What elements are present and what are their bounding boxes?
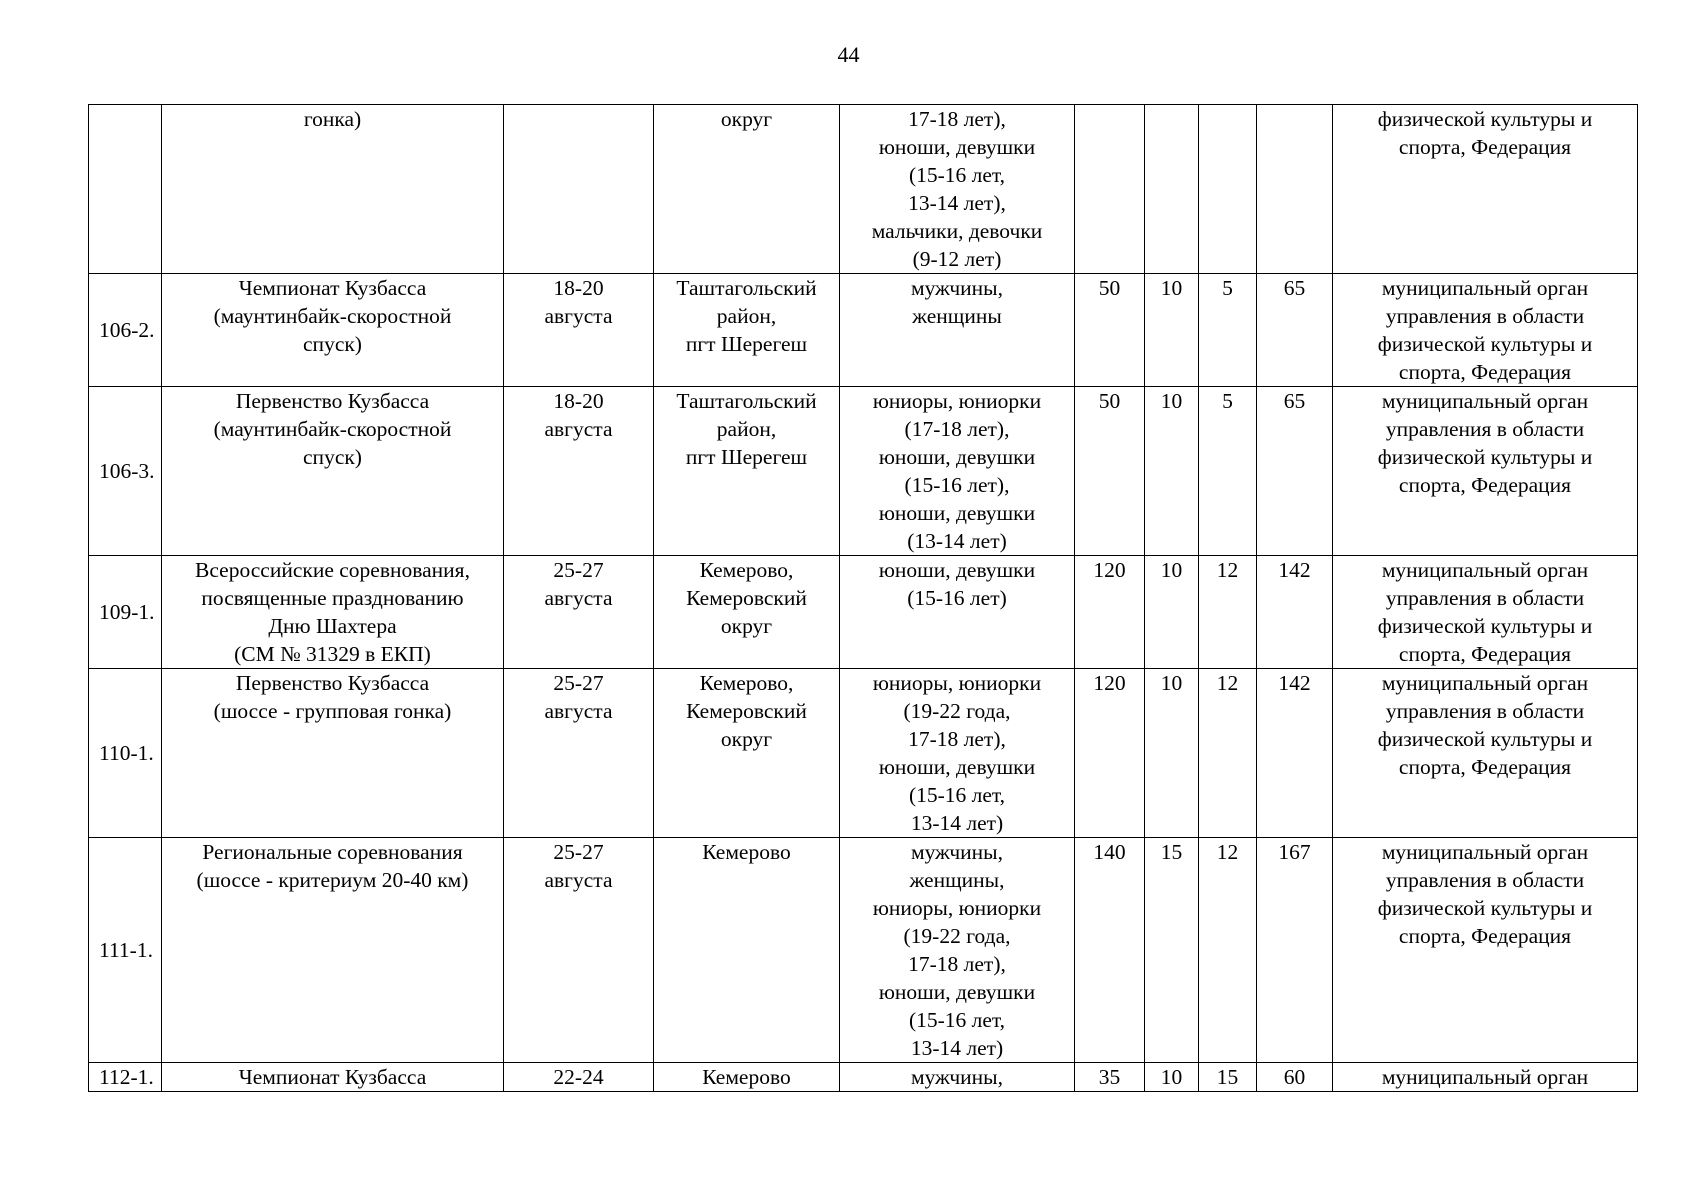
participants-count: 140 [1075,838,1145,1063]
event-dates: 25-27 августа [504,838,654,1063]
participants-count: 50 [1075,274,1145,387]
coaches-count: 15 [1145,838,1199,1063]
event-place: Таштагольский район, пгт Шерегеш [654,387,840,556]
event-organizer: физической культуры и спорта, Федерация [1333,105,1638,274]
event-organizer: муниципальный орган управления в области физической культуры и спорта, Федерация [1333,669,1638,838]
event-organizer: муниципальный орган управления в области физической культуры и спорта, Федерация [1333,274,1638,387]
events-table [88,104,1638,1092]
total-count: 65 [1257,387,1333,556]
event-number: 110-1. [89,669,162,838]
event-organizer: муниципальный орган управления в области физической культуры и спорта, Федерация [1333,556,1638,669]
event-number: 112-1. [89,1063,162,1092]
coaches-count: 10 [1145,556,1199,669]
judges-count: 12 [1199,669,1257,838]
event-organizer: муниципальный орган управления в области физической культуры и спорта, Федерация [1333,387,1638,556]
total-count: 142 [1257,556,1333,669]
total-count: 60 [1257,1063,1333,1092]
event-number: 106-3. [89,387,162,556]
event-name: Чемпионат Кузбасса (маунтинбайк-скоростной спуск) [162,274,504,387]
participants-count: 35 [1075,1063,1145,1092]
event-participants: мужчины, [840,1063,1075,1092]
judges-count: 12 [1199,838,1257,1063]
judges-count: 12 [1199,556,1257,669]
coaches-count: 10 [1145,669,1199,838]
participants-count [1075,105,1145,274]
coaches-count: 10 [1145,387,1199,556]
event-name: Всероссийские соревнования, посвященные празднованию Дню Шахтера (СМ № 31329 в ЕКП) [162,556,504,669]
event-place: Таштагольский район, пгт Шерегеш [654,274,840,387]
event-dates [504,105,654,274]
judges-count: 5 [1199,387,1257,556]
table-row [89,105,1638,274]
event-place: Кемерово [654,1063,840,1092]
table-row [89,274,1638,387]
judges-count: 15 [1199,1063,1257,1092]
participants-count: 50 [1075,387,1145,556]
event-place: Кемерово, Кемеровский округ [654,556,840,669]
participants-count: 120 [1075,669,1145,838]
event-participants: юниоры, юниорки (19-22 года, 17-18 лет), юноши, девушки (15-16 лет, 13-14 лет) [840,669,1075,838]
page-number: 44 [837,42,860,67]
total-count: 167 [1257,838,1333,1063]
coaches-count: 10 [1145,274,1199,387]
event-dates: 22-24 [504,1063,654,1092]
event-dates: 25-27 августа [504,669,654,838]
event-place: Кемерово [654,838,840,1063]
event-organizer: муниципальный орган управления в области физической культуры и спорта, Федерация [1333,838,1638,1063]
event-name: Первенство Кузбасса (маунтинбайк-скоростной спуск) [162,387,504,556]
event-organizer: муниципальный орган [1333,1063,1638,1092]
event-participants: юноши, девушки (15-16 лет) [840,556,1075,669]
event-participants: юниоры, юниорки (17-18 лет), юноши, девушки (15-16 лет), юноши, девушки (13-14 лет) [840,387,1075,556]
event-place: округ [654,105,840,274]
event-name: Первенство Кузбасса (шоссе - групповая гонка) [162,669,504,838]
event-participants: мужчины, женщины [840,274,1075,387]
event-name: Чемпионат Кузбасса [162,1063,504,1092]
event-number: 106-2. [89,274,162,387]
event-place: Кемерово, Кемеровский округ [654,669,840,838]
table-row [89,838,1638,1063]
event-name: Региональные соревнования (шоссе - критериум 20-40 км) [162,838,504,1063]
event-number [89,105,162,274]
event-participants: 17-18 лет), юноши, девушки (15-16 лет, 13-14 лет), мальчики, девочки (9-12 лет) [840,105,1075,274]
event-number: 111-1. [89,838,162,1063]
event-dates: 18-20 августа [504,274,654,387]
table-row [89,387,1638,556]
table-row [89,556,1638,669]
table-row [89,1063,1638,1092]
total-count: 65 [1257,274,1333,387]
table-row [89,669,1638,838]
judges-count: 5 [1199,274,1257,387]
total-count: 142 [1257,669,1333,838]
judges-count [1199,105,1257,274]
event-dates: 18-20 августа [504,387,654,556]
coaches-count [1145,105,1199,274]
participants-count: 120 [1075,556,1145,669]
event-name: гонка) [162,105,504,274]
coaches-count: 10 [1145,1063,1199,1092]
event-number: 109-1. [89,556,162,669]
event-participants: мужчины, женщины, юниоры, юниорки (19-22 года, 17-18 лет), юноши, девушки (15-16 лет, 13-14 лет) [840,838,1075,1063]
event-dates: 25-27 августа [504,556,654,669]
total-count [1257,105,1333,274]
